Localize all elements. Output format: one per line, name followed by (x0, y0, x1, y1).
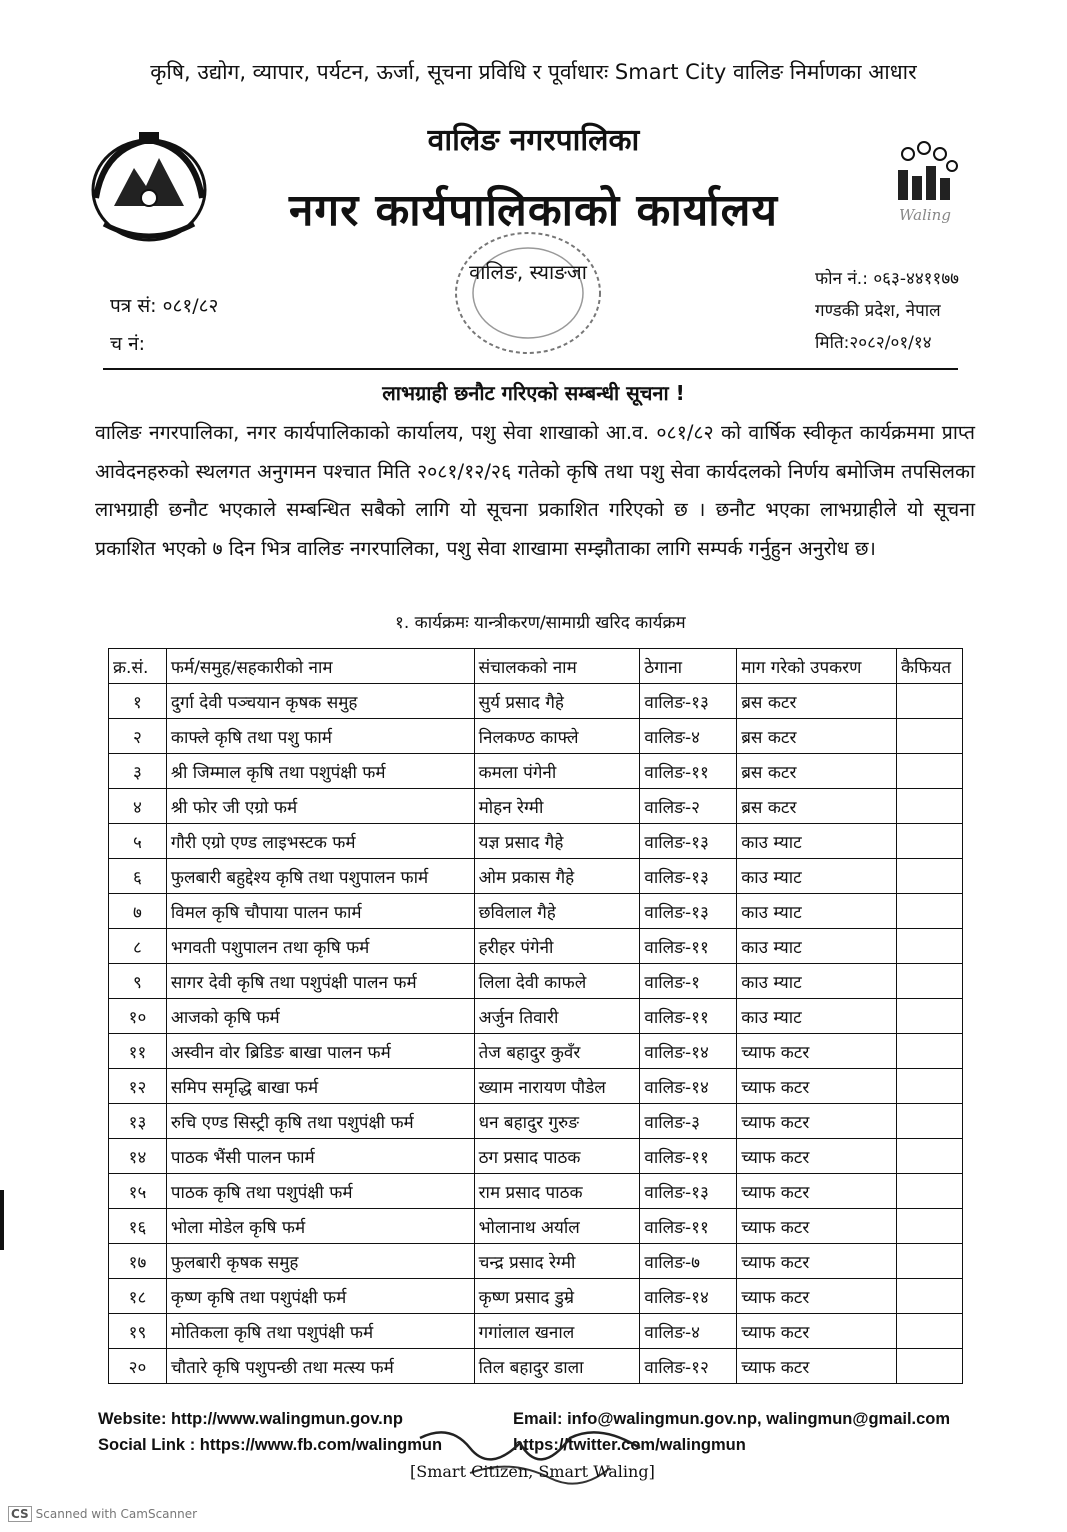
scanner-watermark (8, 1506, 197, 1522)
table-row (109, 1349, 963, 1384)
cell-remarks (897, 1209, 963, 1244)
cell-operator: चन्द्र प्रसाद रेग्मी (474, 1244, 640, 1279)
cell-operator: यज्ञ प्रसाद गैहे (474, 824, 640, 859)
cell-operator: भोलानाथ अर्याल (474, 1209, 640, 1244)
cell-operator: धन बहादुर गुरुङ (474, 1104, 640, 1139)
letter-date: मिति:२०८२/०१/१४ (815, 333, 932, 353)
camscanner-icon: CS (8, 1506, 32, 1522)
cell-operator: छविलाल गैहे (474, 894, 640, 929)
cell-equipment: काउ म्याट (737, 929, 897, 964)
col-remarks: कैफियत (897, 649, 963, 684)
cell-remarks (897, 684, 963, 719)
letter-number: पत्र सं: ०८१/८२ (110, 295, 219, 317)
cell-address: वालिङ-१३ (640, 684, 737, 719)
cell-serial: ७ (109, 894, 167, 929)
cell-address: वालिङ-११ (640, 1209, 737, 1244)
table-row (109, 1174, 963, 1209)
cell-firm-name: भोला मोडेल कृषि फर्म (166, 1209, 474, 1244)
cell-address: वालिङ-११ (640, 929, 737, 964)
province: गण्डकी प्रदेश, नेपाल (815, 301, 941, 321)
cell-remarks (897, 999, 963, 1034)
cell-remarks (897, 1034, 963, 1069)
municipality-name: वालिङ नगरपालिका (427, 123, 640, 158)
table-row (109, 929, 963, 964)
dispatch-number: च नं: (110, 333, 146, 355)
cell-firm-name: मोतिकला कृषि तथा पशुपंक्षी फर्म (166, 1314, 474, 1349)
table-row (109, 1314, 963, 1349)
cell-operator: तेज बहादुर कुवँर (474, 1034, 640, 1069)
cell-firm-name: गौरी एग्रो एण्ड लाइभस्टक फर्म (166, 824, 474, 859)
seal-location: वालिङ, स्याङजा (469, 260, 587, 284)
table-row (109, 964, 963, 999)
cell-address: वालिङ-२ (640, 789, 737, 824)
header-divider (103, 368, 958, 370)
cell-address: वालिङ-११ (640, 754, 737, 789)
cell-equipment: काउ म्याट (737, 964, 897, 999)
cell-serial: १० (109, 999, 167, 1034)
cell-equipment: काउ म्याट (737, 999, 897, 1034)
table-row (109, 684, 963, 719)
cell-serial: ११ (109, 1034, 167, 1069)
cell-firm-name: सागर देवी कृषि तथा पशुपंक्षी पालन फर्म (166, 964, 474, 999)
cell-firm-name: काफ्ले कृषि तथा पशु फार्म (166, 719, 474, 754)
cell-equipment: ब्रस कटर (737, 684, 897, 719)
cell-remarks (897, 1139, 963, 1174)
table-row (109, 1069, 963, 1104)
cell-serial: ५ (109, 824, 167, 859)
cell-serial: १ (109, 684, 167, 719)
cell-equipment: च्याफ कटर (737, 1279, 897, 1314)
col-firm-name: फर्म/समुह/सहकारीको नाम (166, 649, 474, 684)
cell-remarks (897, 754, 963, 789)
cell-serial: ८ (109, 929, 167, 964)
cell-serial: १२ (109, 1069, 167, 1104)
cell-operator: कृष्ण प्रसाद डुम्रे (474, 1279, 640, 1314)
footer-social: Social Link : https://www.fb.com/walingmun (98, 1436, 443, 1454)
cell-address: वालिङ-४ (640, 719, 737, 754)
cell-address: वालिङ-१३ (640, 859, 737, 894)
cell-address: वालिङ-१ (640, 964, 737, 999)
official-signature (410, 1418, 660, 1503)
cell-serial: १८ (109, 1279, 167, 1314)
cell-firm-name: दुर्गा देवी पञ्चयान कृषक समुह (166, 684, 474, 719)
table-row (109, 719, 963, 754)
office-name: नगर कार्यपालिकाको कार्यालय (289, 185, 778, 236)
cell-operator: सुर्य प्रसाद गैहे (474, 684, 640, 719)
cell-serial: १७ (109, 1244, 167, 1279)
cell-remarks (897, 1314, 963, 1349)
cell-address: वालिङ-१४ (640, 1279, 737, 1314)
scanner-watermark-text: Scanned with CamScanner (35, 1507, 198, 1521)
cell-address: वालिङ-१२ (640, 1349, 737, 1384)
cell-operator: अर्जुन तिवारी (474, 999, 640, 1034)
cell-operator: राम प्रसाद पाठक (474, 1174, 640, 1209)
cell-serial: ३ (109, 754, 167, 789)
signature-caption: [Smart Citizen, Smart Waling] (410, 1462, 655, 1481)
cell-firm-name: आजको कृषि फर्म (166, 999, 474, 1034)
cell-remarks (897, 1104, 963, 1139)
cell-equipment: च्याफ कटर (737, 1139, 897, 1174)
cell-address: वालिङ-१३ (640, 894, 737, 929)
table-row (109, 1279, 963, 1314)
cell-equipment: च्याफ कटर (737, 1034, 897, 1069)
cell-address: वालिङ-३ (640, 1104, 737, 1139)
cell-firm-name: अस्वीन वोर ब्रिडिङ बाखा पालन फर्म (166, 1034, 474, 1069)
cell-operator: मोहन रेग्मी (474, 789, 640, 824)
cell-firm-name: भगवती पशुपालन तथा कृषि फर्म (166, 929, 474, 964)
header-tagline: कृषि, उद्योग, व्यापार, पर्यटन, ऊर्जा, सूचना प्रविधि र पूर्वाधारः Smart City वालिङ निर्माणका आधार (150, 60, 917, 84)
table-row (109, 789, 963, 824)
cell-operator: गगांलाल खनाल (474, 1314, 640, 1349)
smart-waling-logo (880, 140, 970, 240)
cell-serial: १९ (109, 1314, 167, 1349)
cell-firm-name: फुलबारी बहुद्देश्य कृषि तथा पशुपालन फार्म (166, 859, 474, 894)
cell-equipment: च्याफ कटर (737, 1349, 897, 1384)
cell-equipment: च्याफ कटर (737, 1244, 897, 1279)
notice-title: लाभग्राही छनौट गरिएको सम्बन्धी सूचना ! (382, 381, 685, 405)
table-row (109, 1034, 963, 1069)
cell-equipment: ब्रस कटर (737, 789, 897, 824)
cell-equipment: काउ म्याट (737, 894, 897, 929)
cell-address: वालिङ-४ (640, 1314, 737, 1349)
scan-edge (0, 1190, 4, 1250)
cell-firm-name: समिप समृद्धि बाखा फर्म (166, 1069, 474, 1104)
cell-remarks (897, 1174, 963, 1209)
cell-remarks (897, 1244, 963, 1279)
cell-firm-name: कृष्ण कृषि तथा पशुपंक्षी फर्म (166, 1279, 474, 1314)
cell-equipment: च्याफ कटर (737, 1314, 897, 1349)
cell-equipment: च्याफ कटर (737, 1174, 897, 1209)
col-address: ठेगाना (640, 649, 737, 684)
table-header-row (109, 649, 963, 684)
cell-remarks (897, 1069, 963, 1104)
cell-firm-name: चौतारे कृषि पशुपन्छी तथा मत्स्य फर्म (166, 1349, 474, 1384)
footer-website: Website: http://www.walingmun.gov.np (98, 1410, 403, 1428)
cell-remarks (897, 894, 963, 929)
cell-equipment: ब्रस कटर (737, 719, 897, 754)
table-row (109, 859, 963, 894)
cell-firm-name: पाठक कृषि तथा पशुपंक्षी फर्म (166, 1174, 474, 1209)
col-serial: क्र.सं. (109, 649, 167, 684)
cell-operator: ठग प्रसाद पाठक (474, 1139, 640, 1174)
table-row (109, 1209, 963, 1244)
table-row (109, 754, 963, 789)
cell-operator: हरीहर पंगेनी (474, 929, 640, 964)
cell-serial: १५ (109, 1174, 167, 1209)
cell-operator: तिल बहादुर डाला (474, 1349, 640, 1384)
cell-serial: ६ (109, 859, 167, 894)
notice-body: वालिङ नगरपालिका, नगर कार्यपालिकाको कार्यालय, पशु सेवा शाखाको आ.व. ०८१/८२ को वार्षिक स्वीकृत कार्यक्रममा प्राप्त आवेदनहरुको स्थलगत अनुगमन पश्चात मिति २०८१/१२/२६ गतेको कृषि तथा पशु सेवा कार्यदलको निर्णय बमोजिम तपसिलका लाभग्राही छनौट भएकाले सम्बन्धित सबैको लागि यो सूचना प्रकाशित गरिएको छ । छनौट भएका लाभग्राहीले यो सूचना प्रकाशित भएको ७ दिन भित्र वालिङ नगरपालिका, पशु सेवा शाखामा सम्झौताका लागि सम्पर्क गर्नुहुन अनुरोध छ। (95, 421, 975, 560)
cell-address: वालिङ-१३ (640, 1174, 737, 1209)
cell-firm-name: फुलबारी कृषक समुह (166, 1244, 474, 1279)
cell-firm-name: श्री फोर जी एग्रो फर्म (166, 789, 474, 824)
logo-caption: Waling (899, 206, 951, 224)
cell-address: वालिङ-११ (640, 999, 737, 1034)
cell-equipment: च्याफ कटर (737, 1069, 897, 1104)
cell-firm-name: विमल कृषि चौपाया पालन फार्म (166, 894, 474, 929)
cell-address: वालिङ-११ (640, 1139, 737, 1174)
table-row (109, 1244, 963, 1279)
table-row (109, 1139, 963, 1174)
cell-serial: २ (109, 719, 167, 754)
cell-serial: ४ (109, 789, 167, 824)
table-row (109, 1104, 963, 1139)
footer-email: Email: info@walingmun.gov.np, walingmun@gmail.com (513, 1410, 951, 1428)
cell-address: वालिङ-७ (640, 1244, 737, 1279)
col-equipment: माग गरेको उपकरण (737, 649, 897, 684)
cell-remarks (897, 789, 963, 824)
cell-operator: ख्याम नारायण पौडेल (474, 1069, 640, 1104)
program-heading: १. कार्यक्रमः यान्त्रीकरण/सामाग्री खरिद कार्यक्रम (395, 613, 686, 633)
cell-remarks (897, 824, 963, 859)
cell-remarks (897, 859, 963, 894)
cell-address: वालिङ-१३ (640, 824, 737, 859)
cell-equipment: च्याफ कटर (737, 1104, 897, 1139)
table-row (109, 824, 963, 859)
cell-firm-name: रुचि एण्ड सिस्ट्री कृषि तथा पशुपंक्षी फर्म (166, 1104, 474, 1139)
footer-twitter: https://twitter.com/walingmun (513, 1436, 746, 1454)
cell-firm-name: पाठक भैंसी पालन फार्म (166, 1139, 474, 1174)
cell-operator: ओम प्रकास गैहे (474, 859, 640, 894)
cell-remarks (897, 1349, 963, 1384)
cell-serial: १३ (109, 1104, 167, 1139)
phone-number: फोन नं.: ०६३-४४११७७ (815, 269, 960, 289)
cell-equipment: च्याफ कटर (737, 1209, 897, 1244)
table-row (109, 894, 963, 929)
cell-address: वालिङ-१४ (640, 1034, 737, 1069)
cell-serial: १४ (109, 1139, 167, 1174)
cell-operator: लिला देवी काफले (474, 964, 640, 999)
col-operator: संचालकको नाम (474, 649, 640, 684)
cell-remarks (897, 1279, 963, 1314)
cell-remarks (897, 719, 963, 754)
cell-serial: २० (109, 1349, 167, 1384)
beneficiary-table (108, 648, 963, 1384)
cell-equipment: काउ म्याट (737, 859, 897, 894)
cell-address: वालिङ-१४ (640, 1069, 737, 1104)
table-row (109, 999, 963, 1034)
cell-equipment: काउ म्याट (737, 824, 897, 859)
cell-serial: ९ (109, 964, 167, 999)
cell-serial: १६ (109, 1209, 167, 1244)
official-stamp (448, 228, 608, 358)
cell-operator: निलकण्ठ काफ्ले (474, 719, 640, 754)
cell-operator: कमला पंगेनी (474, 754, 640, 789)
cell-equipment: ब्रस कटर (737, 754, 897, 789)
cell-remarks (897, 964, 963, 999)
cell-firm-name: श्री जिम्माल कृषि तथा पशुपंक्षी फर्म (166, 754, 474, 789)
cell-remarks (897, 929, 963, 964)
smart-city-icon (880, 140, 970, 206)
